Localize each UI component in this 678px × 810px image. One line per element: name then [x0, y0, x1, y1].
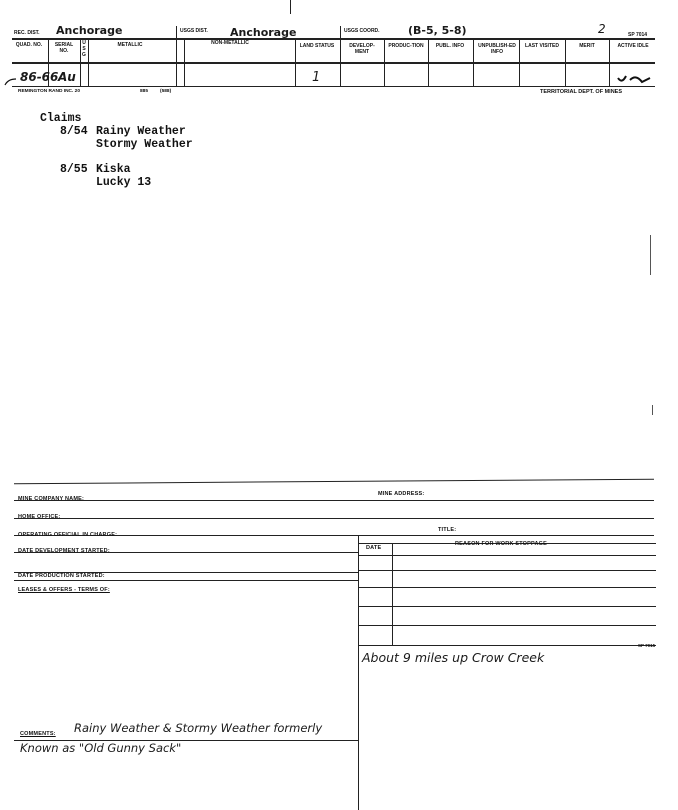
land-status-value: 1 [312, 70, 321, 85]
rec-dist-label: REC. DIST. [14, 30, 40, 36]
claim-name-1a: Rainy Weather [96, 125, 186, 138]
printer-number: 885 [140, 89, 149, 94]
date-development-label: DATE DEVELOPMENT STARTED: [18, 548, 110, 554]
form-code-bottom: SP 7015 [638, 643, 656, 648]
mine-address-label: MINE ADDRESS: [378, 491, 425, 497]
page-mark: 2 [598, 22, 606, 36]
col-usgs: U S G [82, 40, 86, 58]
date-production-label: DATE PRODUCTION STARTED: [18, 573, 105, 579]
leases-label: LEASES & OFFERS - TERMS OF: [18, 587, 110, 593]
col-active-idle: ACTIVE IDLE [617, 43, 649, 49]
comments-label: COMMENTS: [20, 731, 56, 737]
comments-line-1: Rainy Weather & Stormy Weather formerly [74, 721, 323, 735]
col-serial-no: SERIAL NO. [54, 42, 74, 54]
printer-line: REMINGTON RAND INC. 20 [18, 89, 81, 94]
col-unpub-info: UNPUBLISH-ED INFO [478, 43, 516, 55]
comments-line-2: Known as "Old Gunny Sack" [20, 741, 182, 755]
territorial-dept: TERRITORIAL DEPT. OF MINES [540, 89, 622, 95]
operating-official-label: OPERATING OFFICIAL IN CHARGE: [18, 532, 118, 538]
title-label: TITLE: [438, 527, 457, 533]
printer-code: (588) [160, 89, 172, 94]
home-office-label: HOME OFFICE: [18, 514, 61, 520]
col-merit: MERIT [579, 43, 595, 49]
claim-name-2b: Lucky 13 [96, 176, 152, 189]
col-production: PRODUC-TION [388, 43, 424, 49]
usgs-coord-value: (B-5, 5-8) [408, 24, 467, 37]
serial-value: Au [58, 70, 76, 84]
col-quad-no: QUAD. NO. [15, 42, 43, 48]
location-note: About 9 miles up Crow Creek [362, 650, 545, 665]
rec-dist-value: Anchorage [56, 24, 123, 37]
form-code-top: SP 7014 [628, 32, 648, 38]
claim-name-2a: Kiska [96, 163, 131, 176]
col-pub-info: PUBL. INFO [435, 43, 465, 49]
claim-name-1b: Stormy Weather [96, 138, 193, 151]
usgs-dist-label: USGS DIST. [180, 28, 208, 34]
claims-title: Claims [40, 112, 82, 125]
active-checkmark-icon [616, 70, 656, 91]
col-development: DEVELOP-MENT [349, 43, 375, 55]
usgs-coord-label: USGS COORD. [344, 28, 380, 34]
date-col-header: DATE [366, 545, 382, 551]
col-last-visited: LAST VISITED [525, 43, 559, 49]
left-margin-hook-icon [4, 74, 18, 92]
claim-date-2: 8/55 [60, 163, 88, 176]
mine-company-name-label: MINE COMPANY NAME: [18, 496, 85, 502]
claim-date-1: 8/54 [60, 125, 88, 138]
col-non-metallic: NON-METALLIC [211, 40, 249, 46]
usgs-dist-value: Anchorage [230, 26, 297, 39]
reason-col-header: REASON FOR WORK STOPPAGE [455, 541, 547, 547]
col-land-status: LAND STATUS [299, 43, 335, 49]
quad-value: 86-66 [20, 70, 59, 84]
col-metallic: METALLIC [117, 42, 143, 48]
